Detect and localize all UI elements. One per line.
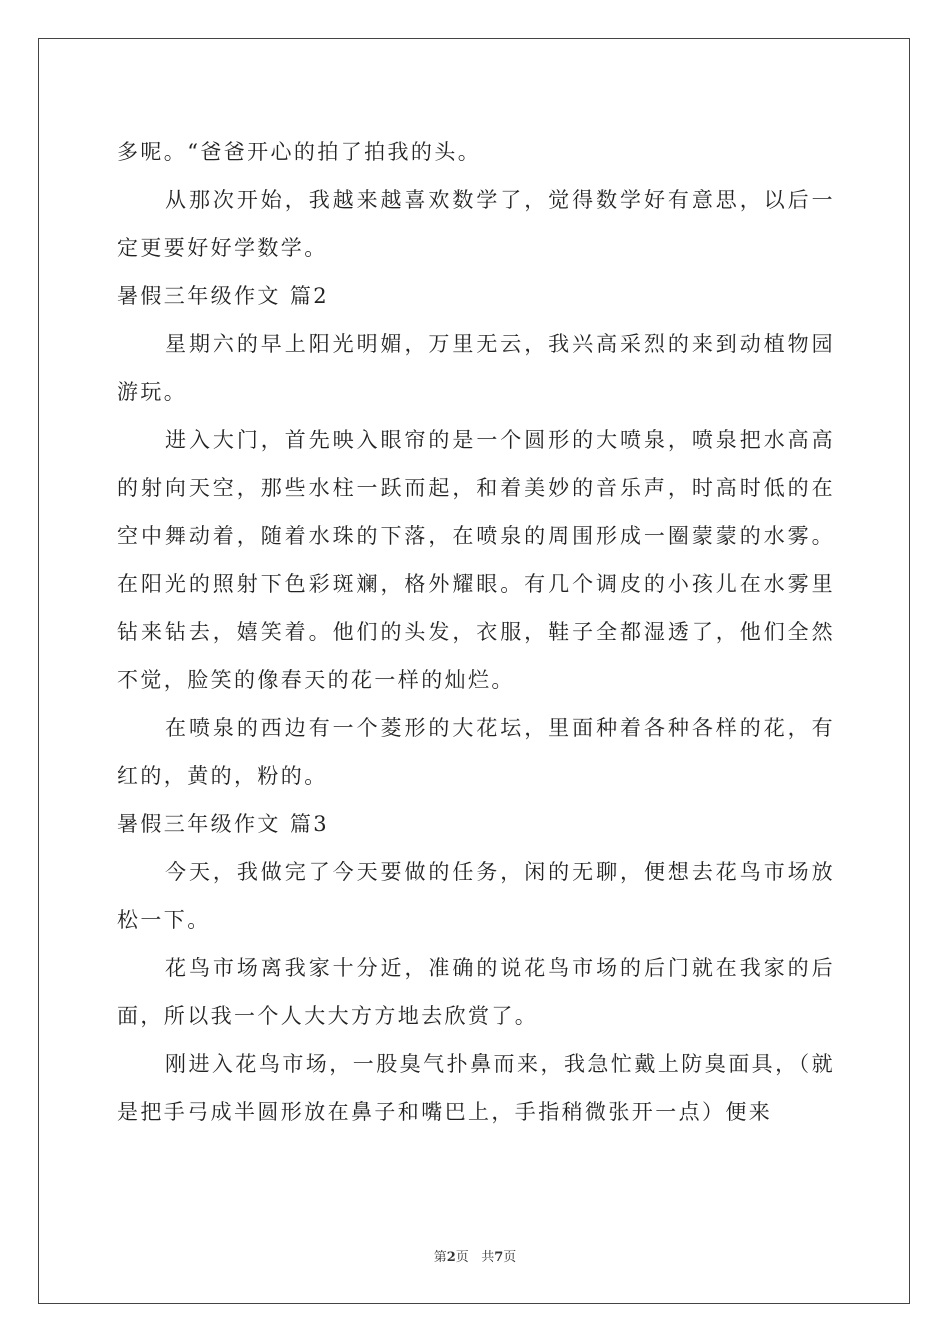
total-pages: 7: [494, 1250, 504, 1265]
footer-total-prefix: 共: [481, 1250, 495, 1265]
paragraph: 在喷泉的西边有一个菱形的大花坛，里面种着各种各样的花，有红的，黄的，粉的。: [117, 716, 835, 788]
page-footer: [0, 1246, 950, 1265]
footer-prefix: 第: [433, 1250, 447, 1265]
page-number: 2: [446, 1250, 456, 1265]
paragraph: 今天，我做完了今天要做的任务，闲的无聊，便想去花鸟市场放松一下。: [117, 860, 835, 932]
paragraph-continuation: 多呢。“爸爸开心的拍了拍我的头。: [117, 140, 482, 164]
paragraph: 花鸟市场离我家十分近，准确的说花鸟市场的后门就在我家的后面，所以我一个人大大方方地去欣赏了。: [117, 956, 835, 1028]
document-body: [117, 128, 835, 1136]
footer-total-suffix: 页: [503, 1250, 517, 1265]
footer-page-suffix: 页: [455, 1250, 469, 1265]
section-heading: 暑假三年级作文 篇2: [117, 284, 330, 308]
section-heading: 暑假三年级作文 篇3: [117, 812, 330, 836]
paragraph: 星期六的早上阳光明媚，万里无云，我兴高采烈的来到动植物园游玩。: [117, 332, 835, 404]
paragraph: 进入大门，首先映入眼帘的是一个圆形的大喷泉，喷泉把水高高的射向天空，那些水柱一跃而起，和着美妙的音乐声，时高时低的在空中舞动着，随着水珠的下落，在喷泉的周围形成一圈蒙蒙的水雾。在阳光的照射下色彩斑斓，格外耀眼。有几个调皮的小孩儿在水雾里钻来钻去，嬉笑着。他们的头发，衣服，鞋子全都湿透了，他们全然不觉，脸笑的像春天的花一样的灿烂。: [117, 428, 835, 692]
paragraph: 刚进入花鸟市场，一股臭气扑鼻而来，我急忙戴上防臭面具，（就是把手弓成半圆形放在鼻子和嘴巴上，手指稍微张开一点）便来: [117, 1052, 835, 1124]
paragraph: 从那次开始，我越来越喜欢数学了，觉得数学好有意思，以后一定更要好好学数学。: [117, 188, 835, 260]
